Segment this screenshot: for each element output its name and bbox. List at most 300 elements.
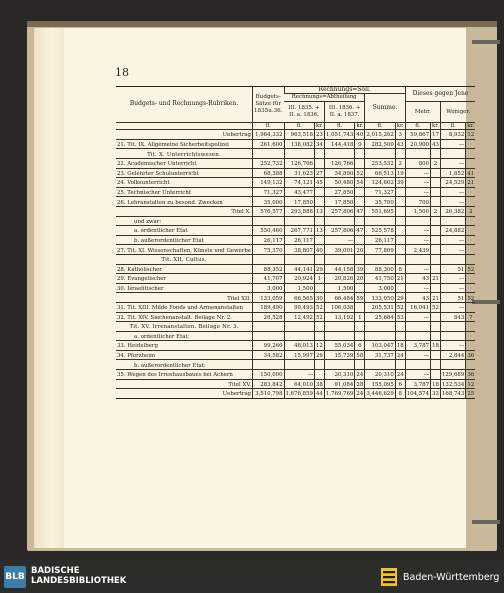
cell-wenk: 12 xyxy=(466,379,475,389)
table-row xyxy=(116,216,475,226)
cell-budget: 133,059 xyxy=(253,293,285,303)
cell-budget: 34,582 xyxy=(253,350,285,360)
cell-mehr: — xyxy=(405,350,430,360)
library-name[interactable] xyxy=(31,566,126,586)
row-label: Tit. X. Unterrichtswesen. xyxy=(116,149,253,159)
row-label: 23. Gelehrter Schulunterricht xyxy=(116,168,253,178)
cell-wen xyxy=(441,360,466,370)
header-budget: Budgets-Sätze für 1835u.36. xyxy=(253,87,285,123)
cell-a2k: 6 xyxy=(355,341,365,351)
cell-sum: 155,095 xyxy=(365,379,395,389)
cell-a1: 15,997 xyxy=(284,350,314,360)
cell-a2k: 28 xyxy=(355,379,365,389)
unit-fl: fl. xyxy=(365,122,395,129)
cell-wenk xyxy=(466,245,475,255)
cell-mehrk xyxy=(431,312,441,322)
header-mehr: Mehr. xyxy=(405,101,440,122)
row-label: a. ordentlicher Etat: xyxy=(116,331,253,341)
cell-sum: 124,602 xyxy=(365,178,395,188)
table-row xyxy=(116,168,475,178)
cell-a1k xyxy=(314,235,324,245)
library-name-line1: BADISCHE xyxy=(31,566,80,576)
cell-budget xyxy=(253,360,285,370)
cell-mehrk xyxy=(431,245,441,255)
table-row xyxy=(116,283,475,293)
cell-mehrk xyxy=(431,235,441,245)
cell-mehr: 43 xyxy=(405,293,430,303)
row-label: Titel XII. xyxy=(116,293,253,303)
cell-sumk xyxy=(395,226,405,236)
cell-sum xyxy=(365,254,395,264)
table-row xyxy=(116,197,475,207)
cell-a1k: 27 xyxy=(314,168,324,178)
cell-sumk xyxy=(395,187,405,197)
cell-budget: 261,600 xyxy=(253,139,285,149)
unit-fl: fl. xyxy=(441,122,466,129)
table-row xyxy=(116,264,475,274)
cell-budget: 576,577 xyxy=(253,206,285,216)
cell-sumk: 29 xyxy=(395,293,405,303)
cell-mehr: — xyxy=(405,178,430,188)
cell-wen: — xyxy=(441,139,466,149)
cell-mehrk xyxy=(431,149,441,159)
cell-sum: 282,500 xyxy=(365,139,395,149)
cell-budget: 41,707 xyxy=(253,274,285,284)
cell-mehr: 1,500 xyxy=(405,206,430,216)
cell-a2: 66,484 xyxy=(324,293,354,303)
cell-sumk xyxy=(395,206,405,216)
cell-a2k: 47 xyxy=(355,226,365,236)
cell-mehr: 104,574 xyxy=(405,389,430,399)
cell-mehrk xyxy=(431,254,441,264)
cell-mehrk: 33 xyxy=(431,389,441,399)
cell-sumk: 18 xyxy=(395,341,405,351)
cell-mehrk xyxy=(431,283,441,293)
cell-a2 xyxy=(324,322,354,332)
cell-a1 xyxy=(284,149,314,159)
cell-a2: 13,192 xyxy=(324,312,354,322)
cell-sum: 253,532 xyxy=(365,159,395,169)
cell-mehr: 59,867 xyxy=(405,130,430,140)
cell-mehr xyxy=(405,216,430,226)
cell-sum: 551,695 xyxy=(365,206,395,216)
cell-wenk xyxy=(466,216,475,226)
cell-a1: 963,518 xyxy=(284,130,314,140)
cell-a2: 34,890 xyxy=(324,168,354,178)
cell-a1: 126,766 xyxy=(284,159,314,169)
row-label: 28. Katholischer xyxy=(116,264,253,274)
cell-a2: — xyxy=(324,235,354,245)
cell-wen xyxy=(441,254,466,264)
cell-a2k xyxy=(355,149,365,159)
cell-sumk xyxy=(395,197,405,207)
row-label: Tit. XV. Irrenanstalten. Beilage Nr. 3. xyxy=(116,322,253,332)
page-number: 18 xyxy=(115,66,129,79)
row-label: a. ordentlicher Etat xyxy=(116,226,253,236)
cell-a1k xyxy=(314,216,324,226)
cell-sum: 133,050 xyxy=(365,293,395,303)
cell-a2k xyxy=(355,159,365,169)
cell-mehr xyxy=(405,360,430,370)
cell-sumk xyxy=(395,331,405,341)
cell-budget xyxy=(253,149,285,159)
cell-a2 xyxy=(324,331,354,341)
row-label: Uebertrag xyxy=(222,132,251,139)
table-row xyxy=(116,312,475,322)
cell-sum xyxy=(365,331,395,341)
cell-budget: 550,460 xyxy=(253,226,285,236)
cell-sumk xyxy=(395,149,405,159)
cell-sum xyxy=(365,149,395,159)
cell-a1: 44,141 xyxy=(284,264,314,274)
scan-scale-mark xyxy=(472,300,500,304)
cell-sumk: 24 xyxy=(395,350,405,360)
row-label: Titel XV. xyxy=(116,379,253,389)
cell-a1: 48,013 xyxy=(284,341,314,351)
cell-a2 xyxy=(324,216,354,226)
cell-a2: 15,739 xyxy=(324,350,354,360)
cell-sumk: 43 xyxy=(395,139,405,149)
table-row xyxy=(116,235,475,245)
cell-a2k: 47 xyxy=(355,206,365,216)
cell-a1k: 13 xyxy=(314,206,324,216)
cell-sumk: 8 xyxy=(395,389,405,399)
cell-a1: 20,924 xyxy=(284,274,314,284)
cell-budget xyxy=(253,216,285,226)
cell-wen: 24,882 xyxy=(441,226,466,236)
cell-mehr: — xyxy=(405,226,430,236)
row-label: 33. Heidelberg xyxy=(116,341,253,351)
budget-ledger-table xyxy=(116,86,475,399)
cell-a1: 1,676,859 xyxy=(284,389,314,399)
row-label: 35. Wegen des Irrenhausbaues bei Achern xyxy=(116,370,253,380)
cell-a1k: 30 xyxy=(314,293,324,303)
state-name[interactable]: Baden-Württemberg xyxy=(403,572,500,583)
cell-a1k: 34 xyxy=(314,139,324,149)
cell-wenk xyxy=(466,139,475,149)
cell-sum: 205,531 xyxy=(365,302,395,312)
cell-a2: 20,310 xyxy=(324,370,354,380)
table-row xyxy=(116,341,475,351)
table-row xyxy=(116,322,475,332)
cell-sumk: 6 xyxy=(395,379,405,389)
header-diff: Dieses gegen Jene xyxy=(405,87,475,102)
cell-mehr: 3,787 xyxy=(405,379,430,389)
table-row xyxy=(116,379,475,389)
cell-sumk xyxy=(395,254,405,264)
cell-wen: 8,932 xyxy=(441,130,466,140)
cell-wen: — xyxy=(441,245,466,255)
table-row xyxy=(116,139,475,149)
cell-wenk xyxy=(466,274,475,284)
cell-sumk: 39 xyxy=(395,178,405,188)
row-label: b. außerordentlicher Etat xyxy=(116,235,253,245)
row-label: 26. Lehranstalten zu besond. Zwecken xyxy=(116,197,253,207)
cell-a1: 17,850 xyxy=(284,197,314,207)
cell-budget: 1,964,332 xyxy=(253,130,285,140)
cell-a2k xyxy=(355,254,365,264)
cell-budget xyxy=(253,331,285,341)
row-label: 31. Tit. XIII. Milde Fonds und Armenanstalten xyxy=(116,302,253,312)
cell-a1k xyxy=(314,322,324,332)
cell-a2: 50,480 xyxy=(324,178,354,188)
table-row xyxy=(116,159,475,169)
cell-budget: 26,528 xyxy=(253,312,285,322)
cell-a2: 1,500 xyxy=(324,283,354,293)
cell-budget xyxy=(253,254,285,264)
row-label: Uebertrag xyxy=(116,389,253,399)
row-label: Titel X. xyxy=(116,206,253,216)
cell-wenk: 52 xyxy=(466,293,475,303)
cell-wenk: 25 xyxy=(466,389,475,399)
cell-a2k: 58 xyxy=(355,350,365,360)
cell-a1k: 52 xyxy=(314,302,324,312)
cell-mehr: — xyxy=(405,235,430,245)
cell-wen xyxy=(441,331,466,341)
state-crest-icon xyxy=(380,567,398,587)
cell-wenk xyxy=(466,226,475,236)
cell-sumk xyxy=(395,216,405,226)
cell-a2k xyxy=(355,187,365,197)
cell-sum: 103,047 xyxy=(365,341,395,351)
cell-a1k: 45 xyxy=(314,178,324,188)
cell-wen: 2,844 xyxy=(441,350,466,360)
cell-a2k: 40 xyxy=(355,130,365,140)
row-label: 32. Tit. XIV. Siechenanstalt. Beilage Nr. 2. xyxy=(116,312,253,322)
cell-budget: 26,117 xyxy=(253,235,285,245)
scan-scale-mark xyxy=(472,520,500,524)
cell-wenk: 21 xyxy=(466,178,475,188)
unit-kr: kr. xyxy=(315,122,323,129)
cell-a1: 43,477 xyxy=(284,187,314,197)
cell-mehr xyxy=(405,331,430,341)
cell-wen: 132,534 xyxy=(441,379,466,389)
cell-wen: — xyxy=(441,235,466,245)
cell-a1: 38,807 xyxy=(284,245,314,255)
cell-mehrk xyxy=(431,216,441,226)
cell-a1k: 12 xyxy=(314,341,324,351)
table-row xyxy=(116,206,475,216)
cell-sum: 25,684 xyxy=(365,312,395,322)
cell-wen: 24,529 xyxy=(441,178,466,188)
row-label: 30. Israelitischer xyxy=(116,283,253,293)
cell-mehrk xyxy=(431,197,441,207)
cell-a1 xyxy=(284,360,314,370)
table-row xyxy=(116,389,475,399)
cell-a1k xyxy=(314,187,324,197)
cell-budget: 252,732 xyxy=(253,159,285,169)
cell-wenk xyxy=(466,159,475,169)
table-row xyxy=(116,226,475,236)
cell-sumk xyxy=(395,322,405,332)
cell-wen: — xyxy=(441,283,466,293)
cell-a2 xyxy=(324,149,354,159)
cell-wenk xyxy=(466,254,475,264)
cell-sumk xyxy=(395,283,405,293)
cell-a2: 106,038 xyxy=(324,302,354,312)
cell-sum: 31,737 xyxy=(365,350,395,360)
cell-a2k: 24 xyxy=(355,370,365,380)
cell-mehr: — xyxy=(405,370,430,380)
cell-wenk xyxy=(466,149,475,159)
table-row xyxy=(116,149,475,159)
cell-mehr: 16,041 xyxy=(405,302,430,312)
cell-a1k: 29 xyxy=(314,264,324,274)
cell-budget: 35,000 xyxy=(253,197,285,207)
cell-a2: 27,850 xyxy=(324,187,354,197)
cell-mehrk: 2 xyxy=(431,159,441,169)
cell-budget: 75,370 xyxy=(253,245,285,255)
table-row xyxy=(116,245,475,255)
cell-mehr: 800 xyxy=(405,159,430,169)
cell-a1k: 52 xyxy=(314,312,324,322)
row-label: 22. Academischer Unterricht xyxy=(116,159,253,169)
cell-mehr: — xyxy=(405,312,430,322)
cell-sumk: 24 xyxy=(395,370,405,380)
cell-budget xyxy=(253,322,285,332)
cell-sumk: 52 xyxy=(395,302,405,312)
cell-a1: 64,010 xyxy=(284,379,314,389)
cell-sum: 26,117 xyxy=(365,235,395,245)
cell-budget: 68,388 xyxy=(253,168,285,178)
cell-budget: 3,510,798 xyxy=(253,389,285,399)
cell-budget: 283,842 xyxy=(253,379,285,389)
cell-wen: 129,689 xyxy=(441,370,466,380)
cell-budget: 150,000 xyxy=(253,370,285,380)
cell-a1k: 13 xyxy=(314,226,324,236)
table-row xyxy=(116,187,475,197)
cell-sum: 3,446,629 xyxy=(365,389,395,399)
table-row xyxy=(116,293,475,303)
cell-budget: 99,260 xyxy=(253,341,285,351)
cell-wen: 168,743 xyxy=(441,389,466,399)
cell-mehr: — xyxy=(405,168,430,178)
cell-wen: — xyxy=(441,274,466,284)
cell-a1k: 40 xyxy=(314,245,324,255)
row-label: b. außerordentlicher Etat: xyxy=(116,360,253,370)
cell-sum xyxy=(365,360,395,370)
cell-a2: 39,001 xyxy=(324,245,354,255)
unit-fl: fl. xyxy=(284,122,314,129)
cell-wenk xyxy=(466,283,475,293)
cell-wenk xyxy=(466,341,475,351)
cell-budget: 3,000 xyxy=(253,283,285,293)
cell-wen: — xyxy=(441,302,466,312)
header-abt-1836: III. 1836. + II. a. 1837. xyxy=(324,101,364,122)
cell-sum: 88,300 xyxy=(365,264,395,274)
cell-wenk: 36 xyxy=(466,370,475,380)
cell-a2k xyxy=(355,216,365,226)
cell-a1: 267,771 xyxy=(284,226,314,236)
table-row xyxy=(116,350,475,360)
cell-a1: 66,565 xyxy=(284,293,314,303)
cell-sum: 35,700 xyxy=(365,197,395,207)
cell-a1 xyxy=(284,254,314,264)
cover-edge xyxy=(27,21,497,27)
cell-mehrk: 17 xyxy=(431,130,441,140)
cell-mehrk xyxy=(431,187,441,197)
cell-wenk xyxy=(466,331,475,341)
cell-a1 xyxy=(284,216,314,226)
library-logo[interactable]: BLB xyxy=(4,566,26,588)
cell-mehr: 700 xyxy=(405,197,430,207)
cell-mehr: — xyxy=(405,187,430,197)
cell-wen xyxy=(441,216,466,226)
cell-wenk xyxy=(466,360,475,370)
cell-a2k: 1 xyxy=(355,312,365,322)
unit-fl: fl. xyxy=(405,122,430,129)
header-soll: Rechnungs=Soll. xyxy=(284,87,405,94)
cell-mehr: — xyxy=(405,264,430,274)
cell-a2: 144,418 xyxy=(324,139,354,149)
cell-a2k xyxy=(355,283,365,293)
cell-sumk: 21 xyxy=(395,274,405,284)
cell-mehr: 43 xyxy=(405,274,430,284)
cell-wenk: 2 xyxy=(466,206,475,216)
cell-a2 xyxy=(324,254,354,264)
cell-wen: 26,382 xyxy=(441,206,466,216)
cell-sum: 525,578 xyxy=(365,226,395,236)
cell-a2: 91,084 xyxy=(324,379,354,389)
cell-wenk: 36 xyxy=(466,350,475,360)
cell-mehr: 3,787 xyxy=(405,341,430,351)
cell-wenk: 41 xyxy=(466,168,475,178)
cell-mehr: 20,900 xyxy=(405,139,430,149)
cell-mehrk xyxy=(431,178,441,188)
cell-a2: 17,850 xyxy=(324,197,354,207)
cell-wen xyxy=(441,322,466,332)
table-row xyxy=(116,130,475,140)
unit-fl: fl. xyxy=(324,122,354,129)
header-abt-1835: III. 1835. + II. a. 1836. xyxy=(284,101,324,122)
cell-sum: 3,000 xyxy=(365,283,395,293)
cell-a1 xyxy=(284,331,314,341)
cell-a1k xyxy=(314,331,324,341)
cell-mehr xyxy=(405,322,430,332)
cell-a2k: 24 xyxy=(355,389,365,399)
cell-mehrk xyxy=(431,331,441,341)
table-row xyxy=(116,178,475,188)
unit-kr: kr. xyxy=(356,122,364,129)
cell-a2: 257,806 xyxy=(324,206,354,216)
cell-mehrk: 18 xyxy=(431,341,441,351)
cell-a2k: 9 xyxy=(355,139,365,149)
cell-mehrk: 21 xyxy=(431,293,441,303)
cell-wenk xyxy=(466,302,475,312)
cell-a2k xyxy=(355,360,365,370)
cell-wen: — xyxy=(441,159,466,169)
cell-wenk xyxy=(466,187,475,197)
cell-sum: 2,015,262 xyxy=(365,130,395,140)
table-row xyxy=(116,254,475,264)
cell-mehrk: 21 xyxy=(431,274,441,284)
cell-a2k: 39 xyxy=(355,264,365,274)
cell-mehrk xyxy=(431,168,441,178)
cell-wen xyxy=(441,149,466,159)
cell-wenk xyxy=(466,235,475,245)
cell-a2k xyxy=(355,302,365,312)
cell-sum xyxy=(365,216,395,226)
cell-a1: 26,117 xyxy=(284,235,314,245)
cell-wenk xyxy=(466,197,475,207)
cell-sumk xyxy=(395,360,405,370)
cell-a2k xyxy=(355,197,365,207)
row-label: 21. Tit. IX. Allgemeine Sicherheitspolizei xyxy=(116,139,253,149)
header-weniger: Weniger. xyxy=(441,101,476,122)
cell-a1k xyxy=(314,283,324,293)
cell-budget: 189,490 xyxy=(253,302,285,312)
cell-a1k xyxy=(314,197,324,207)
